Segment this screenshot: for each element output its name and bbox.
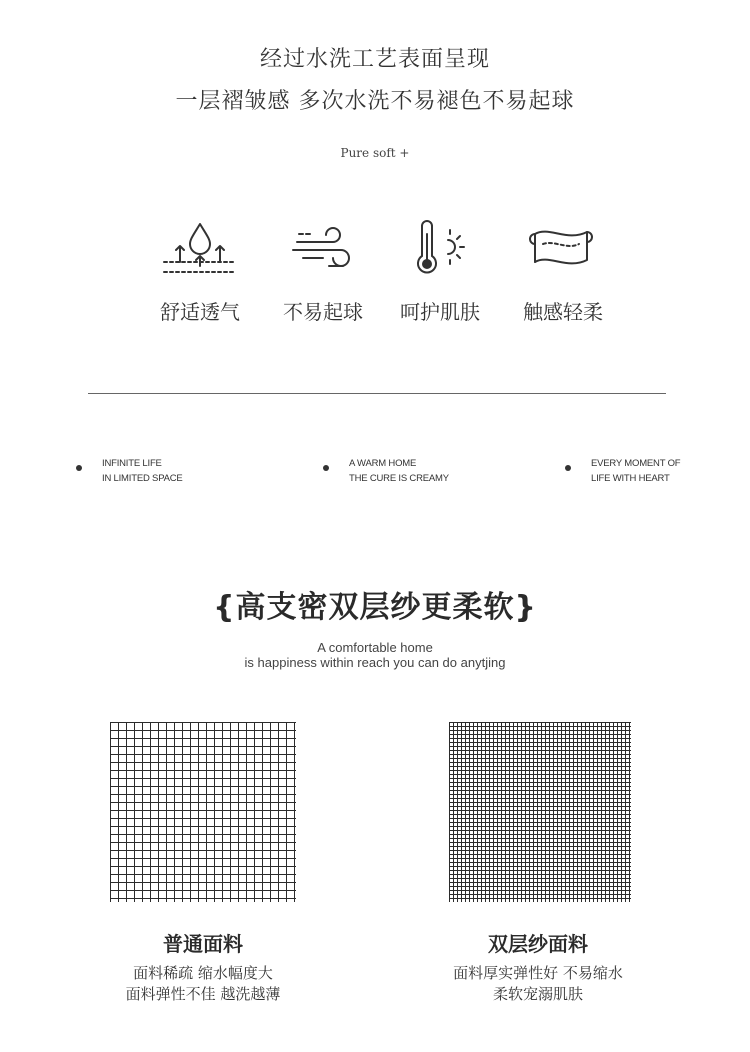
double-gauze-title: 双层纱面料 — [488, 932, 588, 956]
intro-line-1: 经过水洗工艺表面呈现 — [259, 47, 490, 72]
feature-label: 不易起球 — [283, 300, 363, 324]
double-gauze-desc — [418, 963, 658, 1005]
divider — [88, 393, 666, 394]
intro-line-2: 一层褶皱感 多次水洗不易褪色不易起球 — [175, 89, 575, 114]
desc-line-1: 面料厚实弹性好 不易缩水 — [453, 964, 623, 982]
dense-weave-grid — [449, 722, 631, 902]
desc-line-1: 面料稀疏 缩水幅度大 — [133, 964, 273, 982]
feature-soft-touch — [498, 220, 628, 325]
slogan-line-2: IN LIMITED SPACE — [102, 473, 183, 484]
desc-line-2: 柔软宠溺肌肤 — [492, 985, 583, 1003]
feature-label: 舒适透气 — [160, 300, 240, 324]
tagline: Pure soft + — [340, 146, 410, 160]
sparse-weave-swatch — [110, 722, 296, 906]
breathable-drop-icon — [160, 220, 240, 276]
section-subtitle-1: A comfortable home — [317, 640, 433, 655]
feature-label: 呵护肌肤 — [400, 300, 480, 324]
slogan-line-2: LIFE WITH HEART — [591, 473, 670, 484]
desc-line-2: 面料弹性不佳 越洗越薄 — [125, 985, 281, 1003]
sparse-weave-grid — [110, 722, 296, 902]
slogan-line-1: A WARM HOME — [349, 458, 417, 469]
ordinary-fabric-desc — [83, 963, 323, 1005]
feature-skin-care — [375, 220, 505, 325]
section-title: {高支密双层纱更柔软} — [213, 590, 537, 625]
thermometer-sun-icon — [400, 220, 480, 276]
feature-anti-pilling — [258, 220, 388, 325]
ordinary-fabric-title: 普通面料 — [163, 932, 243, 956]
wind-icon — [283, 220, 363, 276]
bullet-icon — [565, 465, 571, 471]
bullet-icon — [76, 465, 82, 471]
slogan-line-1: INFINITE LIFE — [102, 458, 162, 469]
feature-label: 触感轻柔 — [523, 300, 603, 324]
bullet-icon — [323, 465, 329, 471]
feature-breathable — [135, 220, 265, 325]
section-subtitle-2: is happiness within reach you can do anytjing — [244, 655, 506, 670]
dense-weave-swatch — [449, 722, 631, 906]
slogan-line-1: EVERY MOMENT OF — [591, 458, 681, 469]
fabric-scroll-icon — [523, 220, 603, 276]
slogan-line-2: THE CURE IS CREAMY — [349, 473, 449, 484]
